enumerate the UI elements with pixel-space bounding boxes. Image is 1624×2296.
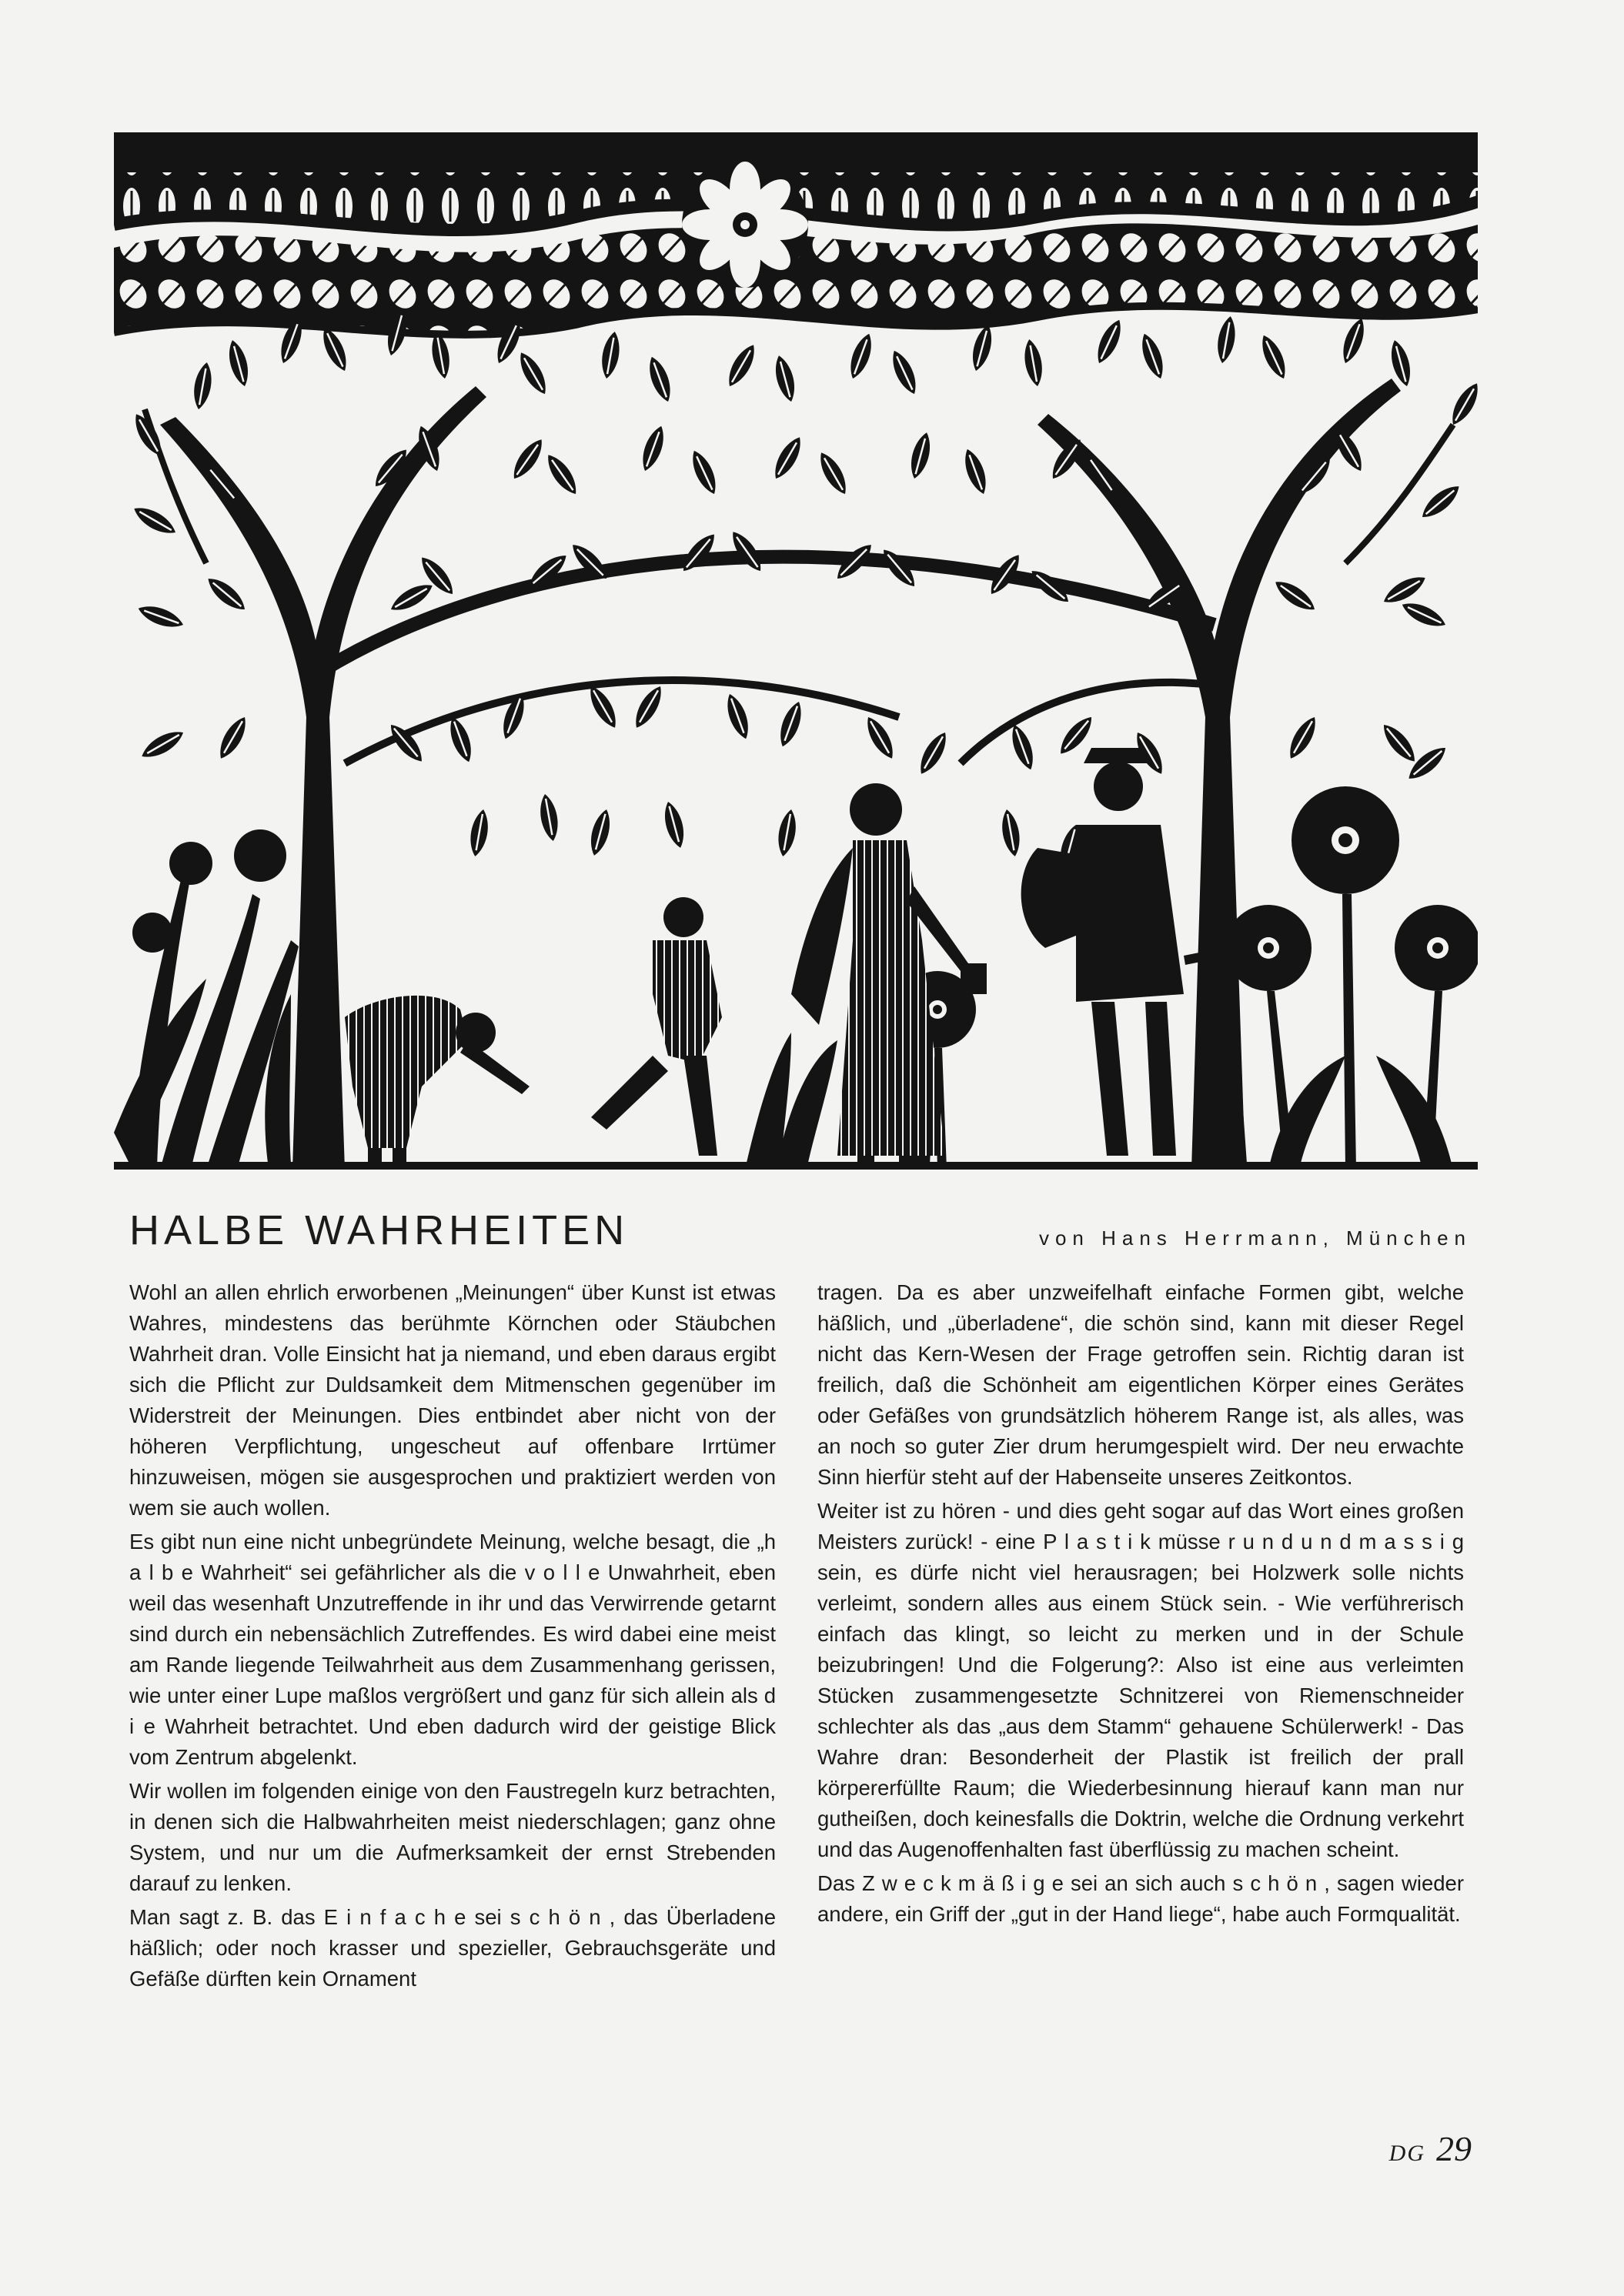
article-byline: von Hans Herrmann, München	[1038, 1226, 1472, 1250]
paragraph: Weiter ist zu hören - und dies geht sogar auf das Wort eines großen Meisters zurück! - eine P l a s t i k müsse r u n d u n d m a s s i g sein, es dürfe nicht viel herausragen; bei Holzwerk solle nichts verleimt, sondern alles aus einem Stück sein. - Wie verführerisch einfach das klingt, so leicht zu merken und in der Schule beizubringen! Und die Folgerung?: Also ist eine aus verleimten Stücken zusammengesetzte Schnitzerei von Riemenschneider schlechter als das „aus dem Stamm“ gehauene Schülerwerk! - Das Wahre dran: Besonderheit der Plastik ist freilich der prall körpererfüllte Raum; die Wiederbesinnung hierauf kann man nur gutheißen, doch keinesfalls die Doktrin, welche die Ordnung verkehrt und das Augenoffenhalten fast überflüssig zu machen scheint.	[817, 1499, 1464, 1861]
paragraph: tragen. Da es aber unzweifelhaft einfache Formen gibt, welche häßlich, und „überladene“, die schön sind, kann mit dieser Regel nicht das Kern-Wesen der Frage getroffen sein. Richtig daran ist freilich, daß die Schönheit am eigentlichen Körper eines Gerätes oder Gefäßes von grundsätzlich höherem Range ist, als alles, was an noch so guter Zier drum herumgespielt wird. Der neu erwachte Sinn hierfür steht auf der Habenseite unseres Zeitkontos.	[817, 1280, 1464, 1489]
text-column-right	[817, 1277, 1464, 1933]
woodcut-garden-scene	[114, 132, 1478, 1170]
article-title: HALBE WAHRHEITEN	[129, 1207, 630, 1253]
paragraph: Wir wollen im folgenden einige von den Faustregeln kurz betrachten, in denen sich die Halbwahrheiten meist niederschlagen; ganz ohne System, und nur um die Aufmerksamkeit der ernst Strebenden darauf zu lenken.	[129, 1779, 776, 1895]
paragraph: Das Z w e c k m ä ß i g e sei an sich auch s c h ö n , sagen wieder andere, ein Griff der „gut in der Hand liege“, habe auch Formqualität.	[817, 1871, 1464, 1926]
text-column-left	[129, 1277, 776, 1997]
woodcut-illustration	[114, 132, 1478, 1170]
paragraph: Es gibt nun eine nicht unbegründete Meinung, welche besagt, die „h a l b e Wahrheit“ sei gefährlicher als die v o l l e Unwahrheit, eben weil das wesenhaft Unzutreffende in ihr und das Verwirrende getarnt sind durch ein nebensächlich Zutreffendes. Es wird dabei eine meist am Rande liegende Teilwahrheit aus dem Zusammenhang gerissen, wie unter einer Lupe maßlos vergrößert und ganz für sich allein als d i e Wahrheit betrachtet. Und eben dadurch wird der geistige Blick vom Zentrum abgelenkt.	[129, 1530, 776, 1769]
paragraph: Man sagt z. B. das E i n f a c h e sei s c h ö n , das Überladene häßlich; oder noch krasser und spezieller, Gebrauchsgeräte und Gefäße dürften kein Ornament	[129, 1905, 776, 1991]
page-number: 29	[1436, 2129, 1472, 2168]
journal-mark: DG	[1388, 2141, 1425, 2166]
page-folio	[1389, 2128, 1472, 2169]
paragraph: Wohl an allen ehrlich erworbenen „Meinungen“ über Kunst ist etwas Wahres, mindestens das berühmte Körnchen oder Stäubchen Wahrheit dran. Volle Einsicht hat ja niemand, und eben daraus ergibt sich die Pflicht zur Duldsamkeit dem Mitmenschen gegenüber im Widerstreit der Meinungen. Dies entbindet aber nicht von der höheren Verpflichtung, ungescheut auf offenbare Irrtümer hinzuweisen, mögen sie ausgesprochen und praktiziert werden von wem sie auch wollen.	[129, 1280, 776, 1520]
